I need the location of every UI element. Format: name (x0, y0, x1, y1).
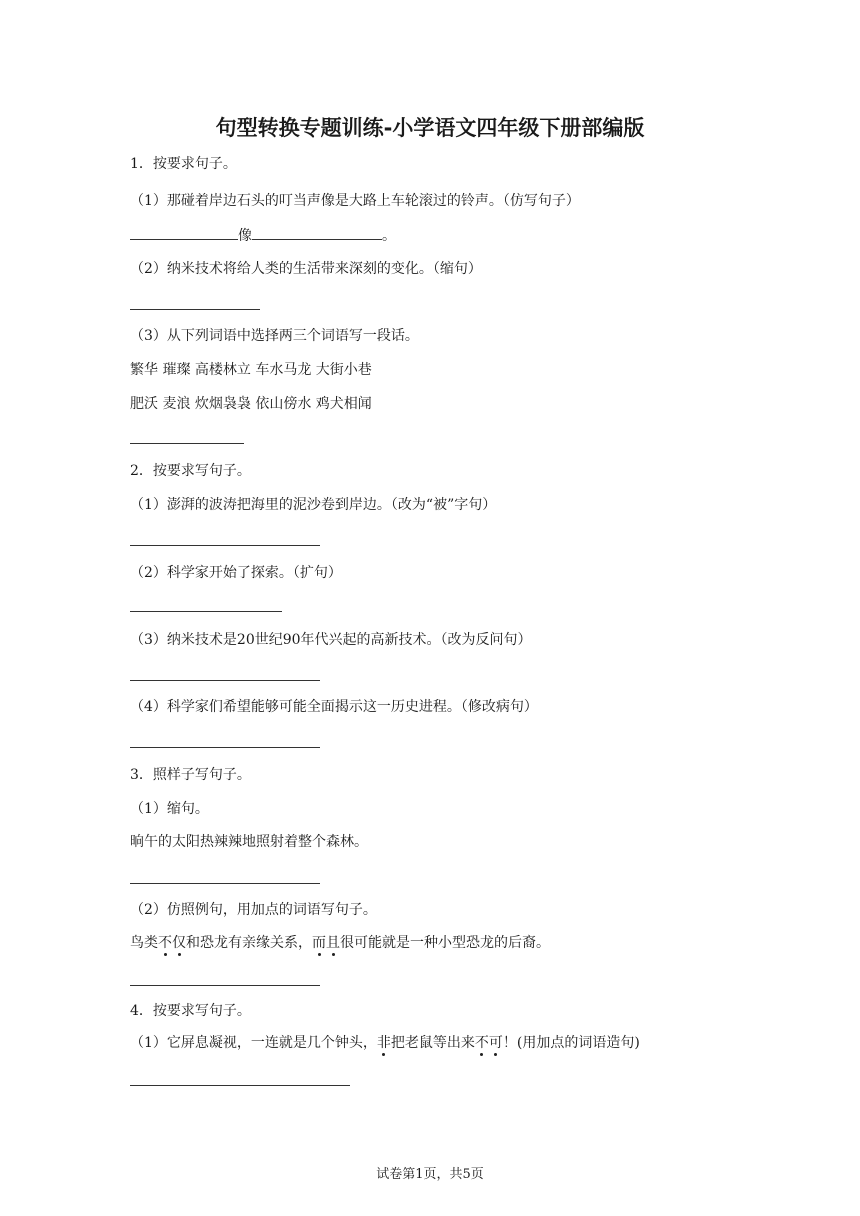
q2-part3-prompt: （3）纳米技术是20世纪90年代兴起的高新技术。（改为反问句） (130, 632, 532, 648)
q3-heading: 3．照样子写句子。 (130, 767, 251, 783)
q1-part1-like-word: 像 (238, 228, 252, 244)
answer-blank[interactable] (130, 225, 238, 240)
dotted-char: 可 (488, 1035, 503, 1051)
q1-part1-prompt: （1）那碰着岸边石头的叮当声像是大路上车轮滚过的铃声。（仿写句子） (130, 193, 580, 209)
q1-part2-prompt: （2）纳米技术将给人类的生活带来深刻的变化。（缩句） (130, 261, 482, 277)
dotted-char: 不 (474, 1035, 489, 1051)
dotted-char: 非 (376, 1035, 391, 1051)
example-text: 很可能就是一种小型恐龙的后裔。 (340, 935, 550, 951)
answer-blank[interactable] (130, 985, 320, 986)
q3-example-sentence (130, 933, 550, 953)
prompt-text: ！(用加点的词语造句) (502, 1035, 640, 1051)
dotted-char: 而 (312, 935, 326, 951)
q1-part1-answer-line (130, 225, 396, 246)
q2-part2-prompt: （2）科学家开始了探索。（扩句） (130, 565, 342, 581)
q1-part1-period: 。 (382, 228, 396, 244)
answer-blank[interactable] (130, 680, 320, 681)
answer-blank[interactable] (130, 611, 282, 612)
page-title: 句型转换专题训练-小学语文四年级下册部编版 (215, 116, 645, 140)
q3-part1-prompt: （1）缩句。 (130, 801, 209, 817)
q2-part4-prompt: （4）科学家们希望能够可能全面揭示这一历史进程。（修改病句） (130, 699, 538, 715)
q2-heading: 2．按要求写句子。 (130, 463, 251, 479)
prompt-text: 把老鼠等出来 (390, 1035, 475, 1051)
answer-blank[interactable] (130, 747, 320, 748)
q3-part2-prompt: （2）仿照例句，用加点的词语写句子。 (130, 902, 377, 918)
dotted-char: 且 (326, 935, 340, 951)
answer-blank[interactable] (130, 443, 244, 444)
page-footer: 试卷第1页，共5页 (376, 1167, 484, 1182)
q4-heading: 4．按要求写句子。 (130, 1003, 251, 1019)
answer-blank[interactable] (130, 1085, 350, 1086)
prompt-text: （1）它屏息凝视，一连就是几个钟头， (130, 1035, 377, 1051)
answer-blank[interactable] (130, 883, 320, 884)
q1-word-list-1: 繁华 璀璨 高楼林立 车水马龙 大街小巷 (130, 362, 372, 378)
answer-blank[interactable] (130, 309, 260, 310)
q3-part1-sentence: 晌午的太阳热辣辣地照射着整个森林。 (130, 834, 368, 850)
q1-heading: 1．按要求句子。 (130, 156, 237, 172)
dotted-char: 仅 (172, 935, 186, 951)
q4-part1-prompt (130, 1033, 640, 1053)
answer-blank[interactable] (130, 545, 320, 546)
example-text: 鸟类 (130, 935, 158, 951)
q1-part3-prompt: （3）从下列词语中选择两三个词语写一段话。 (130, 328, 419, 344)
answer-blank[interactable] (252, 225, 382, 240)
example-text: 和恐龙有亲缘关系， (186, 935, 312, 951)
dotted-char: 不 (158, 935, 172, 951)
q1-word-list-2: 肥沃 麦浪 炊烟袅袅 依山傍水 鸡犬相闻 (130, 396, 372, 412)
q2-part1-prompt: （1）澎湃的波涛把海里的泥沙卷到岸边。（改为“被”字句） (130, 497, 497, 513)
